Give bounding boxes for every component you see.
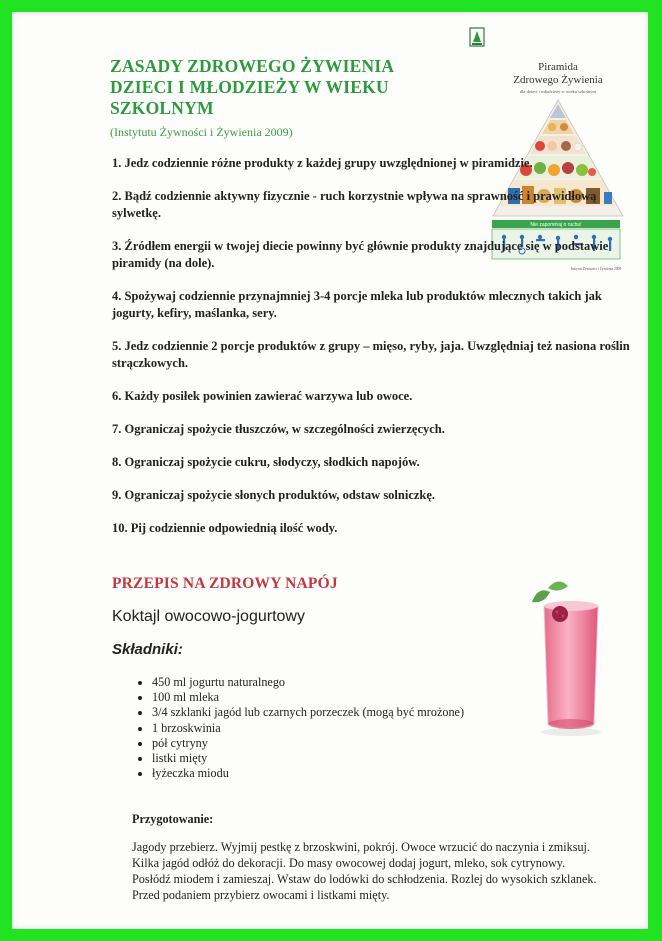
pyramid-title-line1: Piramida (538, 61, 578, 73)
pyramid-footer: Instytut Żywności i Żywienia 2009 (570, 267, 622, 271)
ingredient-item: • 100 ml mleka (152, 690, 482, 705)
ingredient-item: • łyżeczka miodu (152, 766, 482, 781)
recipe-heading: PRZEPIS NA ZDROWY NAPÓJ (112, 575, 338, 592)
rule-item: 6. Każdy posiłek powinien zawierać warzywa lub owoce. (112, 389, 413, 403)
ingredients-list (120, 675, 482, 781)
ingredient-item: • pół cytryny (152, 736, 482, 751)
rule-item: 2. Bądź codziennie aktywny fizycznie - ruch korzystnie wpływa na sprawność i prawidłową sylwetkę. (112, 189, 597, 220)
preparation-label: Przygotowanie: (132, 812, 214, 826)
rule-item: 3. Źródłem energii w twojej diecie powinny być głównie produkty znajdujące się w podstawie piramidy (na dole). (112, 239, 609, 270)
rules-list (112, 155, 632, 553)
ingredient-item: • 450 ml jogurtu naturalnego (152, 675, 482, 690)
smoothie-glass-image (514, 572, 614, 742)
rule-item: 7. Ograniczaj spożycie tłuszczów, w szczególności zwierzęcych. (112, 422, 445, 436)
rule-item: 9. Ograniczaj spożycie słonych produktów, odstaw solniczkę. (112, 488, 436, 502)
preparation-text: Jagody przebierz. Wyjmij pestkę z brzoskwini, pokrój. Owoce wrzucić do naczynia i zmiksuj. Kilka jagód odłóż do dekoracji. Do masy owocowej dodaj jogurt, mleko, sok cytrynowy. Posłódź miodem i zamieszaj. Wstaw do lodówki do schłodzenia. Rozlej do wysokich szklanek. Przed podaniem przybierz owocami i listkami mięty. (132, 840, 597, 902)
drink-name: Koktajl owocowo-jogurtowy (112, 608, 305, 625)
page-subtitle: (Instytutu Żywności i Żywienia 2009) (110, 125, 293, 139)
ingredient-item: • listki mięty (152, 751, 482, 766)
document-page (12, 12, 648, 929)
rule-item: 1. Jedz codziennie różne produkty z każdej grupy uwzględnionej w piramidzie. (112, 156, 533, 170)
ingredient-item: • 3/4 szklanki jagód lub czarnych porzeczek (mogą być mrożone) (152, 705, 482, 720)
pyramid-banner: Nie zapominaj o ruchu! (530, 222, 582, 228)
rule-item: 4. Spożywaj codziennie przynajmniej 3-4 porcje mleka lub produktów mlecznych takich jak jogurty, kefiry, maślanka, sery. (112, 289, 602, 320)
rule-item: 5. Jedz codziennie 2 porcje produktów z grupy – mięso, ryby, jaja. Uwzględniaj też nasiona roślin strączkowych. (112, 339, 630, 370)
ingredients-label: Składniki: (112, 641, 183, 658)
pyramid-title-line3: dla dzieci i młodzieży w wieku szkolnym (519, 89, 597, 94)
pyramid-title-line2: Zdrowego Żywienia (513, 74, 603, 86)
ingredient-item: • 1 brzoskwinia (152, 721, 482, 736)
rule-item: 8. Ograniczaj spożycie cukru, słodyczy, słodkich napojów. (112, 455, 420, 469)
page-title: ZASADY ZDROWEGO ŻYWIENIA DZIECI I MŁODZIEŻY W WIEKU SZKOLNYM (110, 56, 394, 118)
rule-item: 10. Pij codziennie odpowiednią ilość wody. (112, 521, 338, 535)
